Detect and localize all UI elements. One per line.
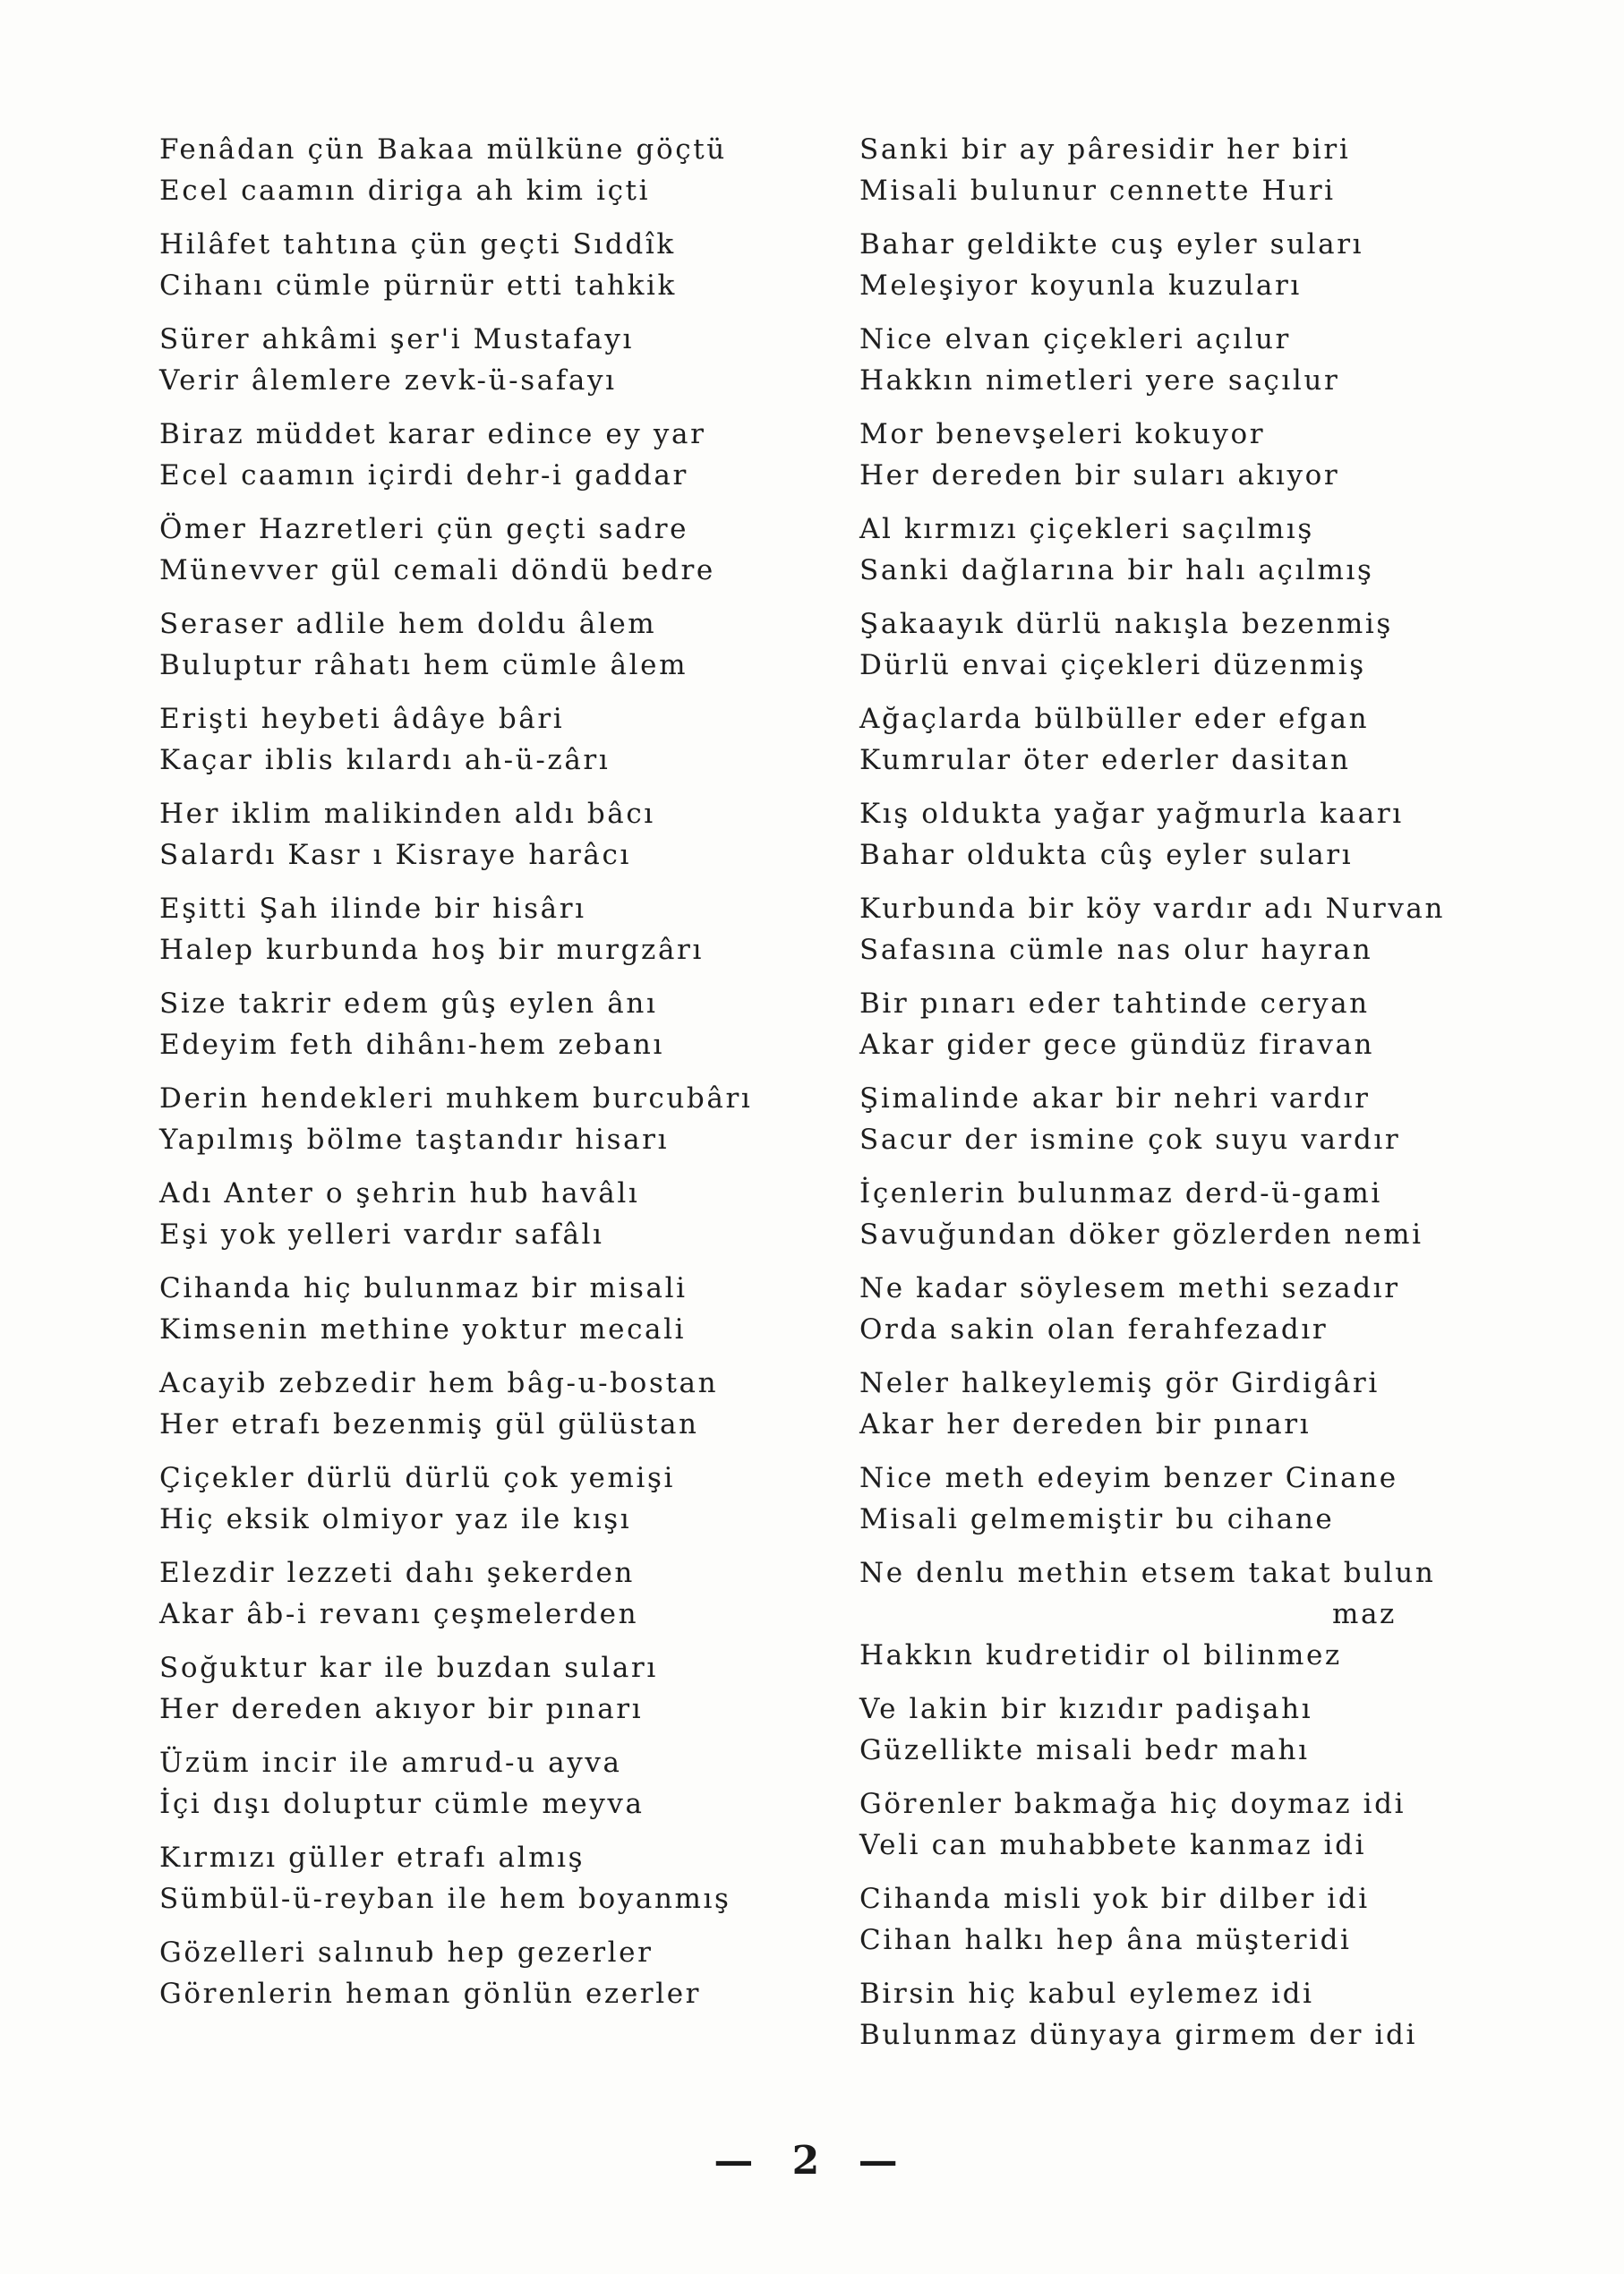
stanza <box>159 1647 786 1730</box>
stanza <box>159 603 786 686</box>
verse-line: Fenâdan çün Bakaa mülküne göçtü <box>159 133 727 166</box>
verse-line: İçi dışı doluptur cümle meyva <box>159 1788 645 1820</box>
stanza <box>159 1837 786 1919</box>
verse-line: Sanki bir ay pâresidir her biri <box>859 133 1351 166</box>
stanza <box>859 1783 1432 1866</box>
stanza <box>859 509 1432 591</box>
stanza <box>159 129 786 211</box>
verse-line: Nice meth edeyim benzer Cinane <box>859 1462 1398 1494</box>
verse-line: Seraser adlile hem doldu âlem <box>159 608 657 640</box>
stanza <box>159 983 786 1065</box>
verse-line: Her iklim malikinden aldı bâcı <box>159 798 655 830</box>
verse-line: Cihanda misli yok bir dilber idi <box>859 1883 1370 1915</box>
verse-line: Orda sakin olan ferahfezadır <box>859 1313 1329 1346</box>
stanza <box>159 1458 786 1540</box>
verse-line: Mor benevşeleri kokuyor <box>859 418 1266 450</box>
verse-line: Hilâfet tahtına çün geçti Sıddîk <box>159 228 676 261</box>
verse-line: Meleşiyor koyunla kuzuları <box>859 269 1302 302</box>
verse-line: Erişti heybeti âdâye bâri <box>159 703 565 735</box>
stanza <box>859 1268 1432 1350</box>
page-number: — 2 — <box>714 2138 910 2184</box>
left-poem-column <box>159 129 786 2027</box>
verse-line: Cihanda hiç bulunmaz bir misali <box>159 1272 688 1304</box>
verse-line: Münevver gül cemali döndü bedre <box>159 554 715 586</box>
verse-line: Soğuktur kar ile buzdan suları <box>159 1652 658 1684</box>
stanza <box>159 793 786 876</box>
verse-line: Gözelleri salınub hep gezerler <box>159 1936 654 1969</box>
stanza <box>159 1363 786 1445</box>
verse-line: Al kırmızı çiçekleri saçılmış <box>859 513 1314 545</box>
verse-line: Size takrir edem gûş eylen ânı <box>159 987 658 1020</box>
verse-line: Şakaayık dürlü nakışla bezenmiş <box>859 608 1393 640</box>
stanza <box>159 888 786 970</box>
stanza <box>859 793 1432 876</box>
stanza <box>159 1552 786 1635</box>
verse-line: Misali gelmemiştir bu cihane <box>859 1503 1335 1535</box>
stanza <box>159 224 786 306</box>
right-poem-column <box>859 129 1446 2068</box>
verse-line: Görenler bakmağa hiç doymaz idi <box>859 1788 1406 1820</box>
stanza <box>159 1173 786 1255</box>
stanza <box>159 1742 786 1825</box>
verse-line: Eşitti Şah ilinde bir hisârı <box>159 893 586 925</box>
verse-line: Ne denlu methin etsem takat bulun <box>859 1557 1436 1589</box>
verse-line: Hakkın kudretidir ol bilinmez <box>859 1639 1342 1671</box>
verse-line: Ecel caamın diriga ah kim içti <box>159 175 651 207</box>
stanza <box>859 1878 1432 1961</box>
stanza <box>859 319 1432 401</box>
stanza <box>859 224 1432 306</box>
verse-line: Cihan halkı hep âna müşteridi <box>859 1924 1352 1956</box>
stanza <box>859 129 1432 211</box>
stanza <box>859 1458 1432 1540</box>
stanza <box>859 1173 1432 1255</box>
verse-line: Bulunmaz dünyaya girmem der idi <box>859 2019 1417 2051</box>
verse-line: Her etrafı bezenmiş gül gülüstan <box>159 1408 699 1440</box>
verse-line: Kış oldukta yağar yağmurla kaarı <box>859 798 1404 830</box>
stanza <box>859 603 1432 686</box>
stanza <box>859 888 1446 970</box>
verse-line: Sanki dağlarına bir halı açılmış <box>859 554 1374 586</box>
verse-line: Kaçar iblis kılardı ah-ü-zârı <box>159 744 611 776</box>
verse-line: Üzüm incir ile amrud-u ayva <box>159 1747 622 1779</box>
verse-line: Elezdir lezzeti dahı şekerden <box>159 1557 635 1589</box>
verse-line: Bahar oldukta cûş eyler suları <box>859 839 1354 871</box>
verse-line: Çiçekler dürlü dürlü çok yemişi <box>159 1462 676 1494</box>
verse-line: Neler halkeylemiş gör Girdigâri <box>859 1367 1380 1399</box>
verse-line: Dürlü envai çiçekleri düzenmiş <box>859 649 1366 681</box>
verse-line: Görenlerin heman gönlün ezerler <box>159 1978 702 2010</box>
stanza <box>859 983 1432 1065</box>
verse-line: Savuğundan döker gözlerden nemi <box>859 1218 1423 1251</box>
verse-line: Safasına cümle nas olur hayran <box>859 934 1373 966</box>
verse-line: Halep kurbunda hoş bir murgzârı <box>159 934 704 966</box>
stanza <box>859 414 1432 496</box>
verse-line: Sümbül-ü-reyban ile hem boyanmış <box>159 1883 731 1915</box>
verse-line: Bahar geldikte cuş eyler suları <box>859 228 1364 261</box>
verse-line: Akar âb-i revanı çeşmelerden <box>159 1598 639 1630</box>
stanza <box>859 1688 1432 1771</box>
verse-line: Edeyim feth dihânı-hem zebanı <box>159 1029 664 1061</box>
stanza <box>159 698 786 781</box>
verse-line: Verir âlemlere zevk-ü-safayı <box>159 364 617 397</box>
verse-line: Güzellikte misali bedr mahı <box>859 1734 1310 1766</box>
stanza <box>859 1552 1436 1676</box>
stanza <box>859 1363 1432 1445</box>
stanza <box>159 414 786 496</box>
verse-line: İçenlerin bulunmaz derd-ü-gami <box>859 1177 1382 1210</box>
verse-line: Buluptur râhatı hem cümle âlem <box>159 649 688 681</box>
verse-line: Eşi yok yelleri vardır safâlı <box>159 1218 604 1251</box>
stanza <box>159 1932 786 2014</box>
verse-line: Sürer ahkâmi şer'i Mustafayı <box>159 323 635 355</box>
verse-line: Kumrular öter ederler dasitan <box>859 744 1351 776</box>
stanza <box>159 509 786 591</box>
verse-line: Her dereden bir suları akıyor <box>859 459 1340 492</box>
verse-line: Salardı Kasr ı Kisraye harâcı <box>159 839 631 871</box>
stanza <box>159 1078 786 1160</box>
verse-line: Derin hendekleri muhkem burcubârı <box>159 1082 753 1115</box>
verse-line: Acayib zebzedir hem bâg-u-bostan <box>159 1367 719 1399</box>
stanza <box>859 1078 1432 1160</box>
verse-line: Ömer Hazretleri çün geçti sadre <box>159 513 689 545</box>
verse-line: Yapılmış bölme taştandır hisarı <box>159 1124 670 1156</box>
verse-line: Ecel caamın içirdi dehr-i gaddar <box>159 459 688 492</box>
verse-line: Misali bulunur cennette Huri <box>859 175 1336 207</box>
verse-line: Ağaçlarda bülbüller eder efgan <box>859 703 1370 735</box>
verse-line: Kırmızı güller etrafı almış <box>159 1842 585 1874</box>
stanza <box>859 698 1432 781</box>
verse-line: Kimsenin methine yoktur mecali <box>159 1313 687 1346</box>
verse-line: Biraz müddet karar edince ey yar <box>159 418 706 450</box>
verse-line: Akar her dereden bir pınarı <box>859 1408 1312 1440</box>
verse-line: Akar gider gece gündüz firavan <box>859 1029 1375 1061</box>
stanza <box>159 1268 786 1350</box>
verse-line: Veli can muhabbete kanmaz idi <box>859 1829 1367 1861</box>
verse-line: Bir pınarı eder tahtinde ceryan <box>859 987 1370 1020</box>
verse-line: maz <box>1331 1598 1397 1630</box>
verse-line: Nice elvan çiçekleri açılur <box>859 323 1291 355</box>
verse-line: Kurbunda bir köy vardır adı Nurvan <box>859 893 1446 925</box>
verse-line: Cihanı cümle pürnür etti tahkik <box>159 269 677 302</box>
verse-line: Her dereden akıyor bir pınarı <box>159 1693 644 1725</box>
verse-line: Hiç eksik olmiyor yaz ile kışı <box>159 1503 632 1535</box>
verse-line: Şimalinde akar bir nehri vardır <box>859 1082 1371 1115</box>
verse-line: Ve lakin bir kızıdır padişahı <box>859 1693 1313 1725</box>
verse-line: Ne kadar söylesem methi sezadır <box>859 1272 1400 1304</box>
verse-line: Birsin hiç kabul eylemez idi <box>859 1978 1314 2010</box>
stanza <box>859 1973 1432 2056</box>
stanza <box>159 319 786 401</box>
verse-line: Sacur der ismine çok suyu vardır <box>859 1124 1401 1156</box>
verse-line: Hakkın nimetleri yere saçılur <box>859 364 1340 397</box>
verse-line: Adı Anter o şehrin hub havâlı <box>159 1177 640 1210</box>
